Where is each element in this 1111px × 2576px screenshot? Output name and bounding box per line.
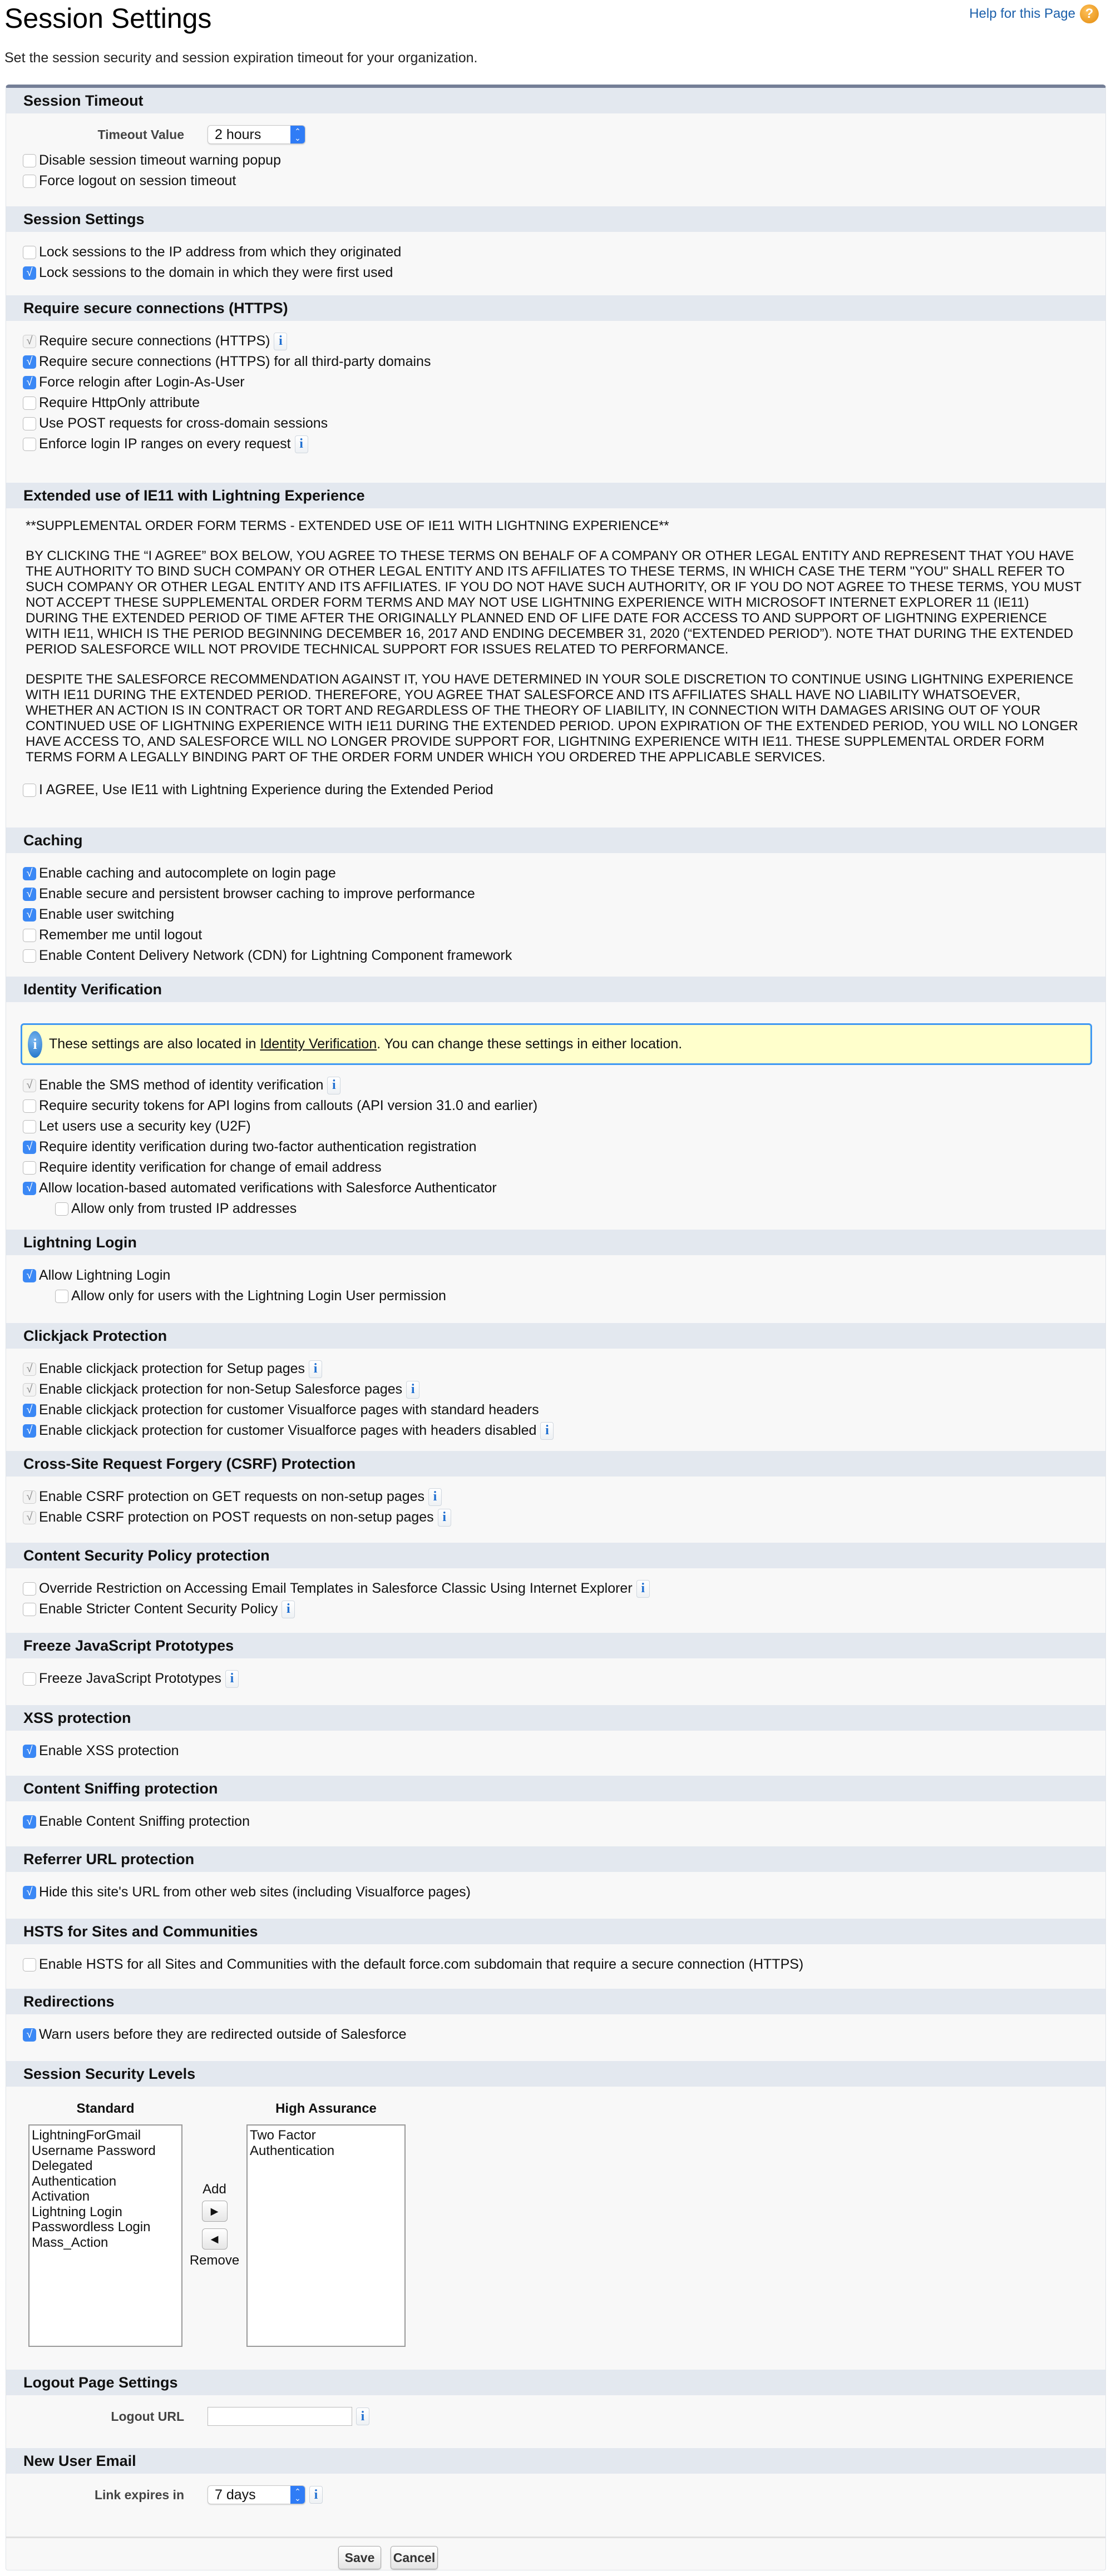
remove-arrow-button[interactable]: ◀ — [202, 2228, 228, 2250]
checkbox-require-httponly-attribute[interactable] — [23, 397, 36, 410]
checkbox-require-identity-verification-during-two[interactable]: √ — [23, 1141, 36, 1154]
checkbox-row[interactable] — [23, 1075, 1105, 1096]
checkbox-label: Enable clickjack protection for Setup pages — [39, 1361, 305, 1376]
list-option[interactable]: Mass_Action — [32, 2235, 108, 2250]
checkbox-label: Use POST requests for cross-domain sessions — [39, 415, 328, 431]
list-option[interactable]: Delegated Authentication — [32, 2158, 117, 2189]
standard-heading: Standard — [76, 2101, 135, 2116]
section-referrer-url-protection — [6, 1846, 1105, 1919]
checkbox-row[interactable] — [23, 1487, 1105, 1507]
checkbox-row[interactable] — [23, 150, 1105, 171]
checkbox-enable-stricter-content-security-policy[interactable] — [23, 1603, 36, 1616]
section-body — [6, 2014, 1105, 2045]
checkbox-row[interactable] — [23, 331, 1105, 351]
section-header: Cross-Site Request Forgery (CSRF) Protection — [6, 1451, 1105, 1477]
list-option[interactable]: Passwordless Login — [32, 2220, 151, 2235]
list-option[interactable]: Username Password — [32, 2143, 156, 2158]
add-arrow-button[interactable]: ▶ — [202, 2201, 228, 2222]
checkbox-label: Override Restriction on Accessing Email Templates in Salesforce Classic Using Internet Explorer — [39, 1581, 633, 1596]
section-content-security-policy-protection — [6, 1543, 1105, 1633]
checkbox-row[interactable] — [23, 242, 1105, 262]
section-lightning-login — [6, 1230, 1105, 1323]
checkbox-enforce-login-ip-ranges-on-every-request[interactable] — [23, 438, 36, 451]
section-body — [6, 1658, 1105, 1689]
checkbox-enable-clickjack-protection-for-non-setu: √ — [23, 1383, 36, 1396]
section-session-timeout — [6, 88, 1105, 206]
checkbox-use-post-requests-for-cross-domain-sessi[interactable] — [23, 417, 36, 430]
section-header: Identity Verification — [6, 977, 1105, 1002]
checkbox-label: Enable HSTS for all Sites and Communities with the default force.com subdomain that require a secure connection (HTTPS) — [39, 1956, 804, 1972]
section-header: Lightning Login — [6, 1230, 1105, 1255]
checkbox-enable-content-sniffing-protection[interactable]: √ — [23, 1815, 36, 1829]
checkbox-label: Require HttpOnly attribute — [39, 395, 200, 410]
page-description: Set the session security and session expiration timeout for your organization. — [4, 50, 478, 66]
checkbox-allow-location-based-automated-verificat[interactable]: √ — [23, 1182, 36, 1195]
checkbox-row[interactable] — [23, 1668, 1105, 1689]
checkbox-row[interactable] — [23, 1198, 1105, 1219]
section-clickjack-protection — [6, 1323, 1105, 1451]
section-body — [6, 1477, 1105, 1528]
remove-label: Remove — [189, 2253, 240, 2268]
checkbox-label: Enforce login IP ranges on every request — [39, 436, 291, 452]
section-extended-use-of-ie11-with-lightning-experience — [6, 483, 1105, 828]
banner-text-after: . You can change these settings in either location. — [377, 1036, 683, 1052]
checkbox-label: Allow only for users with the Lightning Login User permission — [71, 1288, 446, 1304]
checkbox-row[interactable] — [23, 393, 1105, 413]
checkbox-label: Lock sessions to the domain in which they were first used — [39, 265, 393, 280]
checkbox-row[interactable] — [23, 1741, 1105, 1761]
section-body — [6, 232, 1105, 283]
checkbox-warn-users-before-they-are-redirected-ou[interactable]: √ — [23, 2028, 36, 2042]
checkbox-allow-lightning-login[interactable]: √ — [23, 1269, 36, 1282]
section-header: Require secure connections (HTTPS) — [6, 295, 1105, 321]
checkbox-enable-csrf-protection-on-get-requests-o: √ — [23, 1490, 36, 1504]
field-row-logout-url — [23, 2405, 1105, 2428]
section-body — [6, 2087, 1105, 2347]
checkbox-row[interactable] — [23, 1578, 1105, 1599]
info-icon[interactable]: i — [309, 1360, 322, 1378]
info-icon[interactable]: i — [282, 1601, 295, 1618]
high-assurance-column — [246, 2101, 406, 2347]
select-arrows-icon: ⌃ ⌄ — [290, 2486, 305, 2504]
cancel-button[interactable]: Cancel — [391, 2546, 438, 2569]
section-header: Clickjack Protection — [6, 1323, 1105, 1349]
section-header: Caching — [6, 828, 1105, 853]
info-icon[interactable]: i — [327, 1077, 340, 1094]
select-arrows-icon: ⌃ ⌄ — [290, 126, 305, 143]
checkbox-label: Warn users before they are redirected outside of Salesforce — [39, 2027, 407, 2042]
info-icon[interactable]: i — [438, 1509, 451, 1527]
checkbox-row[interactable] — [23, 1178, 1105, 1198]
timeout-value-select[interactable] — [208, 125, 305, 144]
checkbox-label: Enable secure and persistent browser caching to improve performance — [39, 886, 475, 901]
checkbox-label: Enable user switching — [39, 906, 175, 922]
checkbox-i-agree-use-ie11-with-lightning-experien[interactable] — [23, 784, 36, 797]
section-body — [6, 1255, 1105, 1306]
checkbox-label: Enable clickjack protection for customer Visualforce pages with standard headers — [39, 1402, 539, 1418]
checkbox-freeze-javascript-prototypes[interactable] — [23, 1672, 36, 1686]
section-hsts-for-sites-and-communities — [6, 1919, 1105, 1989]
checkbox-row[interactable] — [23, 904, 1105, 925]
checkbox-row[interactable] — [23, 262, 1105, 283]
identity-verification-link[interactable]: Identity Verification — [260, 1036, 377, 1052]
info-icon[interactable]: i — [295, 435, 308, 453]
help-question-icon[interactable]: ? — [1080, 4, 1099, 23]
list-option[interactable]: LightningForGmail — [32, 2128, 141, 2143]
checkbox-allow-only-from-trusted-ip-addresses[interactable] — [55, 1202, 68, 1216]
section-body — [6, 508, 1105, 800]
checkbox-row[interactable] — [23, 1116, 1105, 1137]
checkbox-label: Lock sessions to the IP address from which they originated — [39, 244, 402, 260]
move-buttons — [182, 2101, 246, 2347]
checkbox-enable-user-switching[interactable]: √ — [23, 908, 36, 922]
list-option[interactable]: Two Factor Authentication — [250, 2128, 335, 2158]
section-header: New User Email — [6, 2448, 1105, 2474]
checkbox-label: Allow only from trusted IP addresses — [71, 1201, 297, 1216]
banner-text-before: These settings are also located in — [49, 1036, 260, 1052]
help-link[interactable] — [969, 4, 1099, 23]
checkbox-label: Enable Content Sniffing protection — [39, 1814, 250, 1829]
standard-list[interactable] — [28, 2124, 182, 2347]
checkbox-label: Hide this site's URL from other web sites (including Visualforce pages) — [39, 1884, 471, 1900]
checkbox-require-secure-connections-https: √ — [23, 335, 36, 348]
checkbox-label: Enable XSS protection — [39, 1743, 179, 1758]
section-header: HSTS for Sites and Communities — [6, 1919, 1105, 1944]
checkbox-label: Require secure connections (HTTPS) — [39, 333, 270, 349]
checkbox-allow-only-for-users-with-the-lightning-[interactable] — [55, 1290, 68, 1303]
checkbox-label: Freeze JavaScript Prototypes — [39, 1671, 221, 1686]
checkbox-lock-sessions-to-the-ip-address-from-whi[interactable] — [23, 246, 36, 259]
info-banner — [21, 1023, 1092, 1065]
section-header: Extended use of IE11 with Lightning Experience — [6, 483, 1105, 508]
banner-text — [49, 1036, 682, 1052]
checkbox-enable-secure-and-persistent-browser-cac[interactable]: √ — [23, 888, 36, 901]
section-body — [6, 1801, 1105, 1832]
section-body — [6, 2395, 1105, 2428]
checkbox-row[interactable] — [23, 1096, 1105, 1116]
checkbox-row[interactable] — [23, 351, 1105, 372]
section-header: XSS protection — [6, 1705, 1105, 1731]
checkbox-enable-the-sms-method-of-identity-verifi: √ — [23, 1079, 36, 1092]
section-body — [6, 1349, 1105, 1441]
checkbox-force-relogin-after-login-as-user[interactable]: √ — [23, 376, 36, 389]
section-body — [6, 321, 1105, 454]
checkbox-label: Disable session timeout warning popup — [39, 152, 281, 168]
info-icon[interactable]: i — [636, 1580, 650, 1598]
info-icon[interactable]: i — [356, 2407, 369, 2425]
checkbox-label: Enable caching and autocomplete on login page — [39, 865, 336, 881]
checkbox-disable-session-timeout-warning-popup[interactable] — [23, 154, 36, 167]
checkbox-enable-csrf-protection-on-post-requests-: √ — [23, 1511, 36, 1524]
section-header: Content Sniffing protection — [6, 1776, 1105, 1801]
checkbox-label: Enable clickjack protection for customer Visualforce pages with headers disabled — [39, 1423, 537, 1438]
section-header: Session Timeout — [6, 88, 1105, 113]
checkbox-row[interactable] — [23, 1811, 1105, 1832]
section-body — [6, 1944, 1105, 1975]
checkbox-label: Enable CSRF protection on GET requests on non-setup pages — [39, 1489, 425, 1504]
section-header: Referrer URL protection — [6, 1846, 1105, 1872]
section-identity-verification — [6, 977, 1105, 1230]
checkbox-row[interactable] — [23, 945, 1105, 966]
checkbox-label: Force logout on session timeout — [39, 173, 236, 189]
checkbox-let-users-use-a-security-key-u2f[interactable] — [23, 1120, 36, 1133]
checkbox-enable-clickjack-protection-for-customer[interactable]: √ — [23, 1424, 36, 1438]
section-freeze-javascript-prototypes — [6, 1633, 1105, 1705]
checkbox-row[interactable] — [23, 884, 1105, 904]
add-label: Add — [203, 2182, 226, 2197]
section-body — [6, 1731, 1105, 1761]
save-button[interactable]: Save — [338, 2546, 381, 2569]
info-icon: i — [28, 1031, 42, 1058]
checkbox-row[interactable] — [23, 1507, 1105, 1528]
section-session-settings — [6, 206, 1105, 295]
standard-column — [28, 2101, 182, 2347]
list-option[interactable]: Lightning Login — [32, 2204, 122, 2220]
checkbox-row[interactable] — [23, 925, 1105, 945]
list-option[interactable]: Activation — [32, 2189, 90, 2204]
logout-url-input[interactable] — [208, 2407, 352, 2426]
section-body — [6, 1872, 1105, 1903]
checkbox-row[interactable] — [23, 1359, 1105, 1379]
checkbox-enable-content-delivery-network-cdn-for-[interactable] — [23, 949, 36, 963]
section-header: Redirections — [6, 1989, 1105, 2014]
section-header: Logout Page Settings — [6, 2370, 1105, 2395]
checkbox-row[interactable] — [23, 413, 1105, 434]
section-body — [6, 113, 1105, 191]
checkbox-label: Require identity verification for change of email address — [39, 1160, 382, 1175]
high-assurance-list[interactable] — [246, 2124, 406, 2347]
section-body — [6, 853, 1105, 966]
checkbox-enable-xss-protection[interactable]: √ — [23, 1745, 36, 1758]
page-title: Session Settings — [4, 3, 212, 34]
settings-panel — [6, 85, 1106, 2570]
checkbox-row[interactable] — [23, 1400, 1105, 1420]
checkbox-row[interactable] — [23, 2024, 1105, 2045]
info-icon[interactable]: i — [406, 1381, 419, 1399]
checkbox-label: Enable the SMS method of identity verification — [39, 1077, 324, 1093]
field-label: Link expires in — [94, 2487, 184, 2502]
checkbox-row[interactable] — [23, 1286, 1105, 1306]
info-icon[interactable]: i — [274, 333, 287, 350]
section-redirections — [6, 1989, 1105, 2061]
section-cross-site-request-forgery-csrf-protection — [6, 1451, 1105, 1543]
section-body — [6, 1002, 1105, 1219]
checkbox-label: Enable Stricter Content Security Policy — [39, 1601, 278, 1617]
section-logout-page-settings — [6, 2370, 1105, 2448]
checkbox-row[interactable] — [23, 1137, 1105, 1157]
section-header: Session Security Levels — [6, 2061, 1105, 2087]
checkbox-row[interactable] — [23, 780, 1105, 800]
checkbox-row[interactable] — [23, 1157, 1105, 1178]
checkbox-remember-me-until-logout[interactable] — [23, 929, 36, 942]
checkbox-force-logout-on-session-timeout[interactable] — [23, 175, 36, 188]
checkbox-label: Enable clickjack protection for non-Setup Salesforce pages — [39, 1381, 403, 1397]
checkbox-enable-caching-and-autocomplete-on-login[interactable]: √ — [23, 867, 36, 880]
terms-paragraph: BY CLICKING THE “I AGREE” BOX BELOW, YOU AGREE TO THESE TERMS ON BEHALF OF A COMPANY OR OTHER LEGAL ENTITY AND REPRESENT THAT YOU HAVE THE AUTHORITY TO BIND SUCH COMPANY OR OTHER LEGAL ENTITY AND ITS AFFILIATES TO THESE TERMS, IN WHICH CASE THE TERM "YOU" SHALL REFER TO SUCH COMPANY OR OTHER LEGAL ENTITY AND ITS AFFILIATES. IF YOU DO NOT HAVE SUCH AUTHORITY, OR IF YOU DO NOT AGREE TO THESE TERMS, YOU MUST NOT ACCEPT THESE SUPPLEMENTAL ORDER FORM TERMS AND MAY NOT USE LIGHTNING EXPERIENCE WITH MICROSOFT INTERNET EXPLORER 11 (IE11) DURING THE EXTENDED PERIOD OF TIME AFTER THE ORIGINALLY PLANNED END OF LIFE DATE FOR ACCESS TO AND SUPPORT OF LIGHTNING EXPERIENCE WITH IE11, WHICH IS THE PERIOD BEGINNING DECEMBER 16, 2017 AND ENDING DECEMBER 31, 2020 (“EXTENDED PERIOD”). NOTE THAT DURING THE EXTENDED PERIOD SALESFORCE WILL NOT PROVIDE TECHNICAL SUPPORT FOR ISSUES RELATED TO PERFORMANCE. — [26, 548, 1082, 657]
section-caching — [6, 828, 1105, 977]
checkbox-row[interactable] — [23, 863, 1105, 884]
info-icon[interactable]: i — [309, 2486, 323, 2504]
checkbox-row[interactable] — [23, 1420, 1105, 1441]
link-expires-in-select[interactable] — [208, 2485, 305, 2504]
info-icon[interactable]: i — [540, 1422, 554, 1440]
checkbox-label: I AGREE, Use IE11 with Lightning Experience during the Extended Period — [39, 782, 493, 797]
section-header: Freeze JavaScript Prototypes — [6, 1633, 1105, 1658]
field-label: Logout URL — [111, 2409, 184, 2424]
checkbox-label: Force relogin after Login-As-User — [39, 374, 245, 390]
checkbox-override-restriction-on-accessing-email-[interactable] — [23, 1582, 36, 1596]
section-content-sniffing-protection — [6, 1776, 1105, 1846]
checkbox-hide-this-site-s-url-from-other-web-site[interactable]: √ — [23, 1886, 36, 1899]
section-new-user-email — [6, 2448, 1105, 2532]
checkbox-lock-sessions-to-the-domain-in-which-the[interactable]: √ — [23, 266, 36, 280]
checkbox-label: Remember me until logout — [39, 927, 203, 943]
checkbox-row[interactable] — [23, 434, 1105, 454]
section-body — [6, 2474, 1105, 2506]
high-assurance-heading: High Assurance — [275, 2101, 377, 2116]
section-xss-protection — [6, 1705, 1105, 1776]
select-value: 2 hours — [215, 126, 261, 142]
security-levels — [23, 2097, 1105, 2347]
checkbox-label: Let users use a security key (U2F) — [39, 1118, 251, 1134]
checkbox-label: Require security tokens for API logins from callouts (API version 31.0 and earlier) — [39, 1098, 538, 1113]
section-header: Content Security Policy protection — [6, 1543, 1105, 1568]
checkbox-enable-clickjack-protection-for-customer[interactable]: √ — [23, 1404, 36, 1417]
field-label: Timeout Value — [97, 127, 184, 142]
terms-paragraph: **SUPPLEMENTAL ORDER FORM TERMS - EXTENDED USE OF IE11 WITH LIGHTNING EXPERIENCE** — [26, 518, 669, 533]
help-link-text[interactable]: Help for this Page — [969, 6, 1075, 21]
checkbox-enable-clickjack-protection-for-setup-pa: √ — [23, 1363, 36, 1376]
checkbox-label: Require secure connections (HTTPS) for all third-party domains — [39, 354, 431, 369]
checkbox-row[interactable] — [23, 372, 1105, 393]
checkbox-row[interactable] — [23, 1599, 1105, 1619]
select-value: 7 days — [215, 2486, 256, 2503]
info-icon[interactable]: i — [428, 1488, 442, 1506]
checkbox-label: Enable Content Delivery Network (CDN) for Lightning Component framework — [39, 948, 512, 963]
info-icon[interactable]: i — [225, 1670, 239, 1688]
section-header: Session Settings — [6, 206, 1105, 232]
checkbox-require-security-tokens-for-api-logins-f[interactable] — [23, 1099, 36, 1113]
checkbox-label: Allow Lightning Login — [39, 1267, 171, 1283]
checkbox-row[interactable] — [23, 171, 1105, 191]
checkbox-enable-hsts-for-all-sites-and-communitie[interactable] — [23, 1958, 36, 1971]
checkbox-row[interactable] — [23, 1265, 1105, 1286]
checkbox-label: Require identity verification during two-factor authentication registration — [39, 1139, 477, 1155]
section-session-security-levels — [6, 2061, 1105, 2370]
section-body — [6, 1568, 1105, 1619]
form-footer — [6, 2537, 1105, 2570]
checkbox-row[interactable] — [23, 1379, 1105, 1400]
field-row-link-expires-in — [23, 2484, 1105, 2506]
checkbox-label: Allow location-based automated verifications with Salesforce Authenticator — [39, 1180, 497, 1196]
terms-paragraph: DESPITE THE SALESFORCE RECOMMENDATION AGAINST IT, YOU HAVE DETERMINED IN YOUR SOLE DISCRETION TO CONTINUE USING LIGHTNING EXPERIENCE WITH IE11 DURING THE EXTENDED PERIOD. THEREFORE, YOU AGREE THAT SALESFORCE AND ITS AFFILIATES SHALL HAVE NO LIABILITY WHATSOEVER, WHETHER AN ACTION IS IN CONTRACT OR TORT AND REGARDLESS OF THE THEORY OF LIABILITY, IN CONNECTION WITH DAMAGES ARISING OUT OF YOUR CONTINUED USE OF LIGHTNING EXPERIENCE WITH IE11 DURING THE EXTENDED PERIOD. UPON EXPIRATION OF THE EXTENDED PERIOD, YOU WILL NO LONGER HAVE ACCESS TO, AND SALESFORCE WILL NO LONGER PROVIDE SUPPORT FOR, LIGHTNING EXPERIENCE WITH IE11. THESE SUPPLEMENTAL ORDER FORM TERMS FORM A LEGALLY BINDING PART OF THE ORDER FORM UNDER WHICH YOU ORDERED THE APPLICABLE SERVICES. — [26, 672, 1078, 765]
field-row-timeout-value — [23, 123, 1105, 146]
checkbox-require-identity-verification-for-change[interactable] — [23, 1161, 36, 1175]
checkbox-row[interactable] — [23, 1882, 1105, 1903]
checkbox-row[interactable] — [23, 1954, 1105, 1975]
section-require-secure-connections-https — [6, 295, 1105, 483]
checkbox-require-secure-connections-https-for-all[interactable]: √ — [23, 355, 36, 369]
checkbox-label: Enable CSRF protection on POST requests on non-setup pages — [39, 1509, 434, 1525]
